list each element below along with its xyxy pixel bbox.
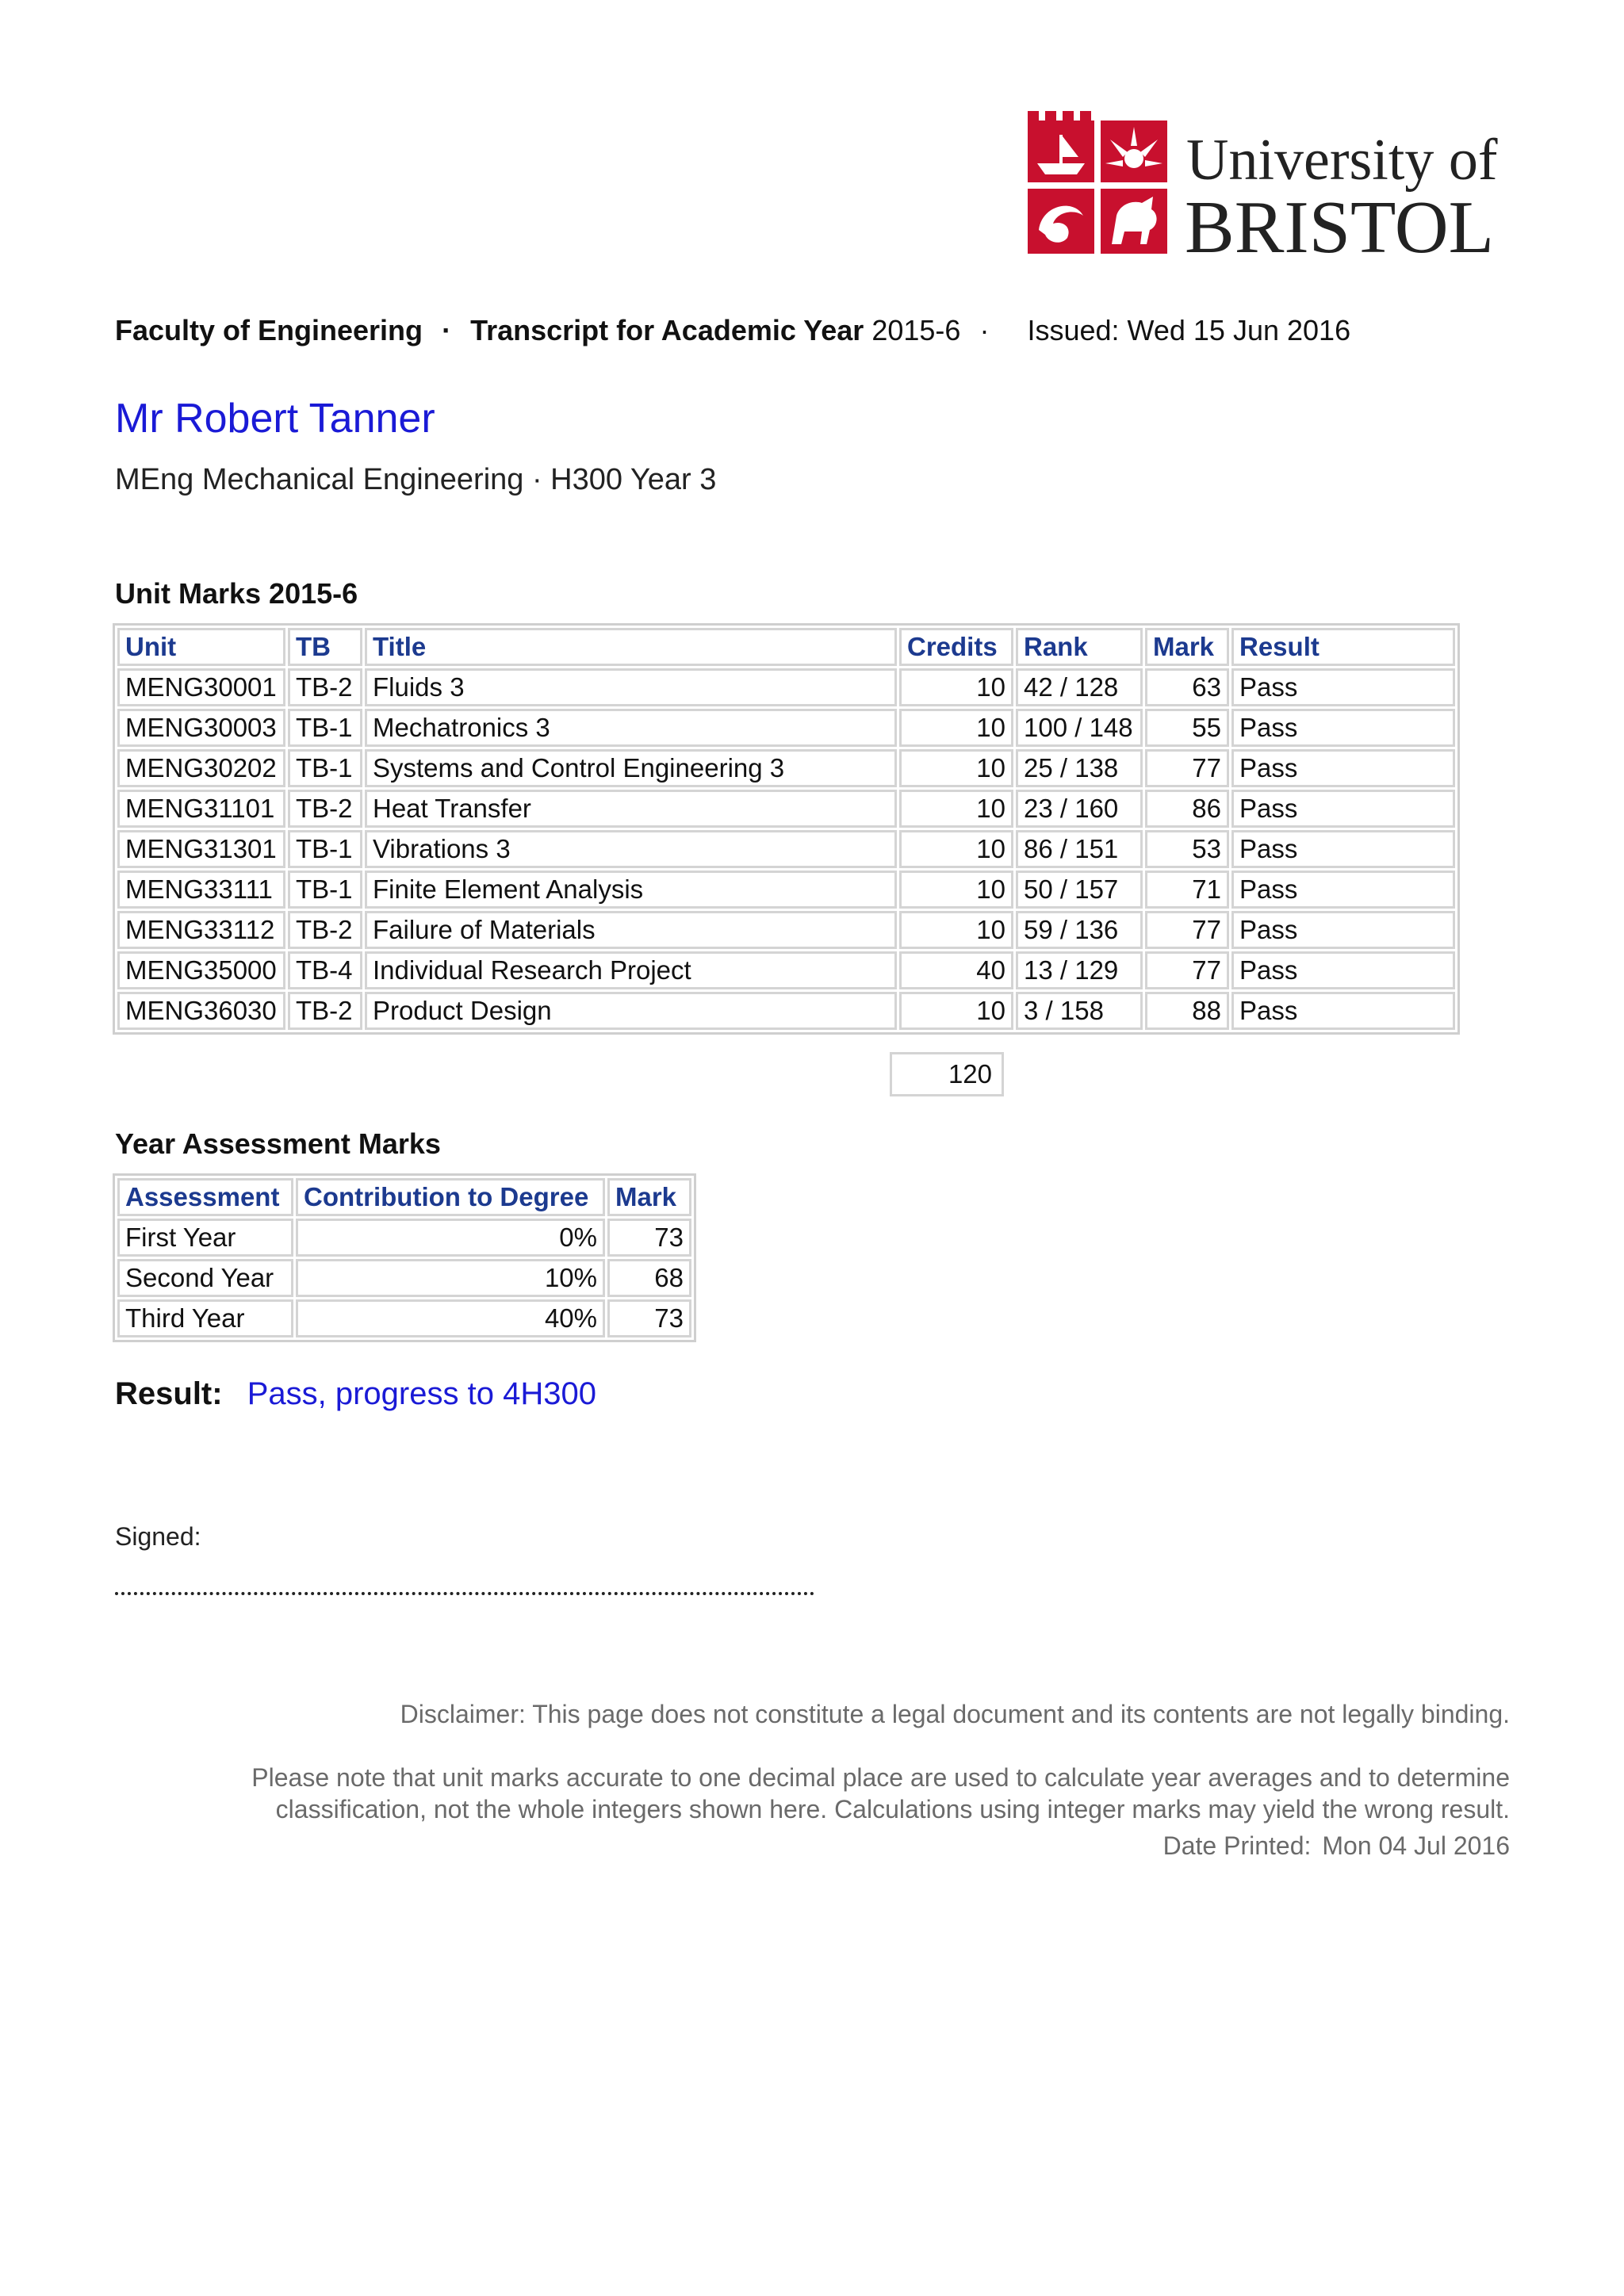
signature-line xyxy=(115,1592,814,1595)
column-header-title: Title xyxy=(365,628,897,666)
unit-result: Pass xyxy=(1231,911,1455,949)
unit-code: MENG30202 xyxy=(117,749,285,787)
unit-code: MENG31101 xyxy=(117,790,285,828)
academic-year: 2015-6 xyxy=(871,314,961,346)
unit-mark: 88 xyxy=(1145,992,1229,1030)
table-row xyxy=(117,911,1455,949)
assessment-contribution: 0% xyxy=(296,1219,605,1257)
teaching-block: TB-1 xyxy=(288,749,362,787)
unit-title: Product Design xyxy=(365,992,897,1030)
teaching-block: TB-2 xyxy=(288,911,362,949)
unit-title: Heat Transfer xyxy=(365,790,897,828)
unit-rank: 25 / 138 xyxy=(1016,749,1143,787)
date-printed xyxy=(1163,1831,1510,1861)
assessment-mark: 73 xyxy=(607,1299,691,1337)
column-header-contribution: Contribution to Degree xyxy=(296,1178,605,1216)
table-row xyxy=(117,871,1455,909)
unit-result: Pass xyxy=(1231,830,1455,868)
table-header-row xyxy=(117,628,1455,666)
year-assessment-table xyxy=(113,1173,696,1342)
unit-rank: 100 / 148 xyxy=(1016,709,1143,747)
column-header-result: Result xyxy=(1231,628,1455,666)
transcript-label: Transcript for Academic Year xyxy=(470,314,864,346)
assessment-year: Second Year xyxy=(117,1259,293,1297)
unit-result: Pass xyxy=(1231,951,1455,989)
teaching-block: TB-2 xyxy=(288,992,362,1030)
column-header-unit: Unit xyxy=(117,628,285,666)
column-header-credits: Credits xyxy=(899,628,1013,666)
unit-rank: 23 / 160 xyxy=(1016,790,1143,828)
unit-credits: 10 xyxy=(899,830,1013,868)
teaching-block: TB-4 xyxy=(288,951,362,989)
signed-label: Signed: xyxy=(115,1522,201,1551)
calculation-note: Please note that unit marks accurate to one decimal place are used to calculate year averages and to determine classification, not the whole integers shown here. Calculations using integer marks may yield the wrong result. xyxy=(251,1763,1510,1823)
unit-rank: 50 / 157 xyxy=(1016,871,1143,909)
table-row xyxy=(117,790,1455,828)
unit-code: MENG33111 xyxy=(117,871,285,909)
disclaimer: Disclaimer: This page does not constitute a legal document and its contents are not legally binding. xyxy=(400,1700,1510,1728)
unit-credits: 10 xyxy=(899,871,1013,909)
unit-title: Individual Research Project xyxy=(365,951,897,989)
unit-credits: 10 xyxy=(899,709,1013,747)
svg-text:University of: University of xyxy=(1186,128,1498,193)
faculty-name: Faculty of Engineering xyxy=(115,314,423,346)
assessment-mark: 73 xyxy=(607,1219,691,1257)
assessment-mark: 68 xyxy=(607,1259,691,1297)
unit-rank: 42 / 128 xyxy=(1016,668,1143,706)
column-header-tb: TB xyxy=(288,628,362,666)
student-name: Mr Robert Tanner xyxy=(115,396,435,442)
date-printed-label: Date Printed: xyxy=(1162,1831,1312,1860)
date-printed-value: Mon 04 Jul 2016 xyxy=(1322,1831,1510,1860)
unit-marks-table xyxy=(113,623,1460,1035)
unit-rank: 59 / 136 xyxy=(1016,911,1143,949)
assessment-year: Third Year xyxy=(117,1299,293,1337)
unit-title: Vibrations 3 xyxy=(365,830,897,868)
unit-title: Mechatronics 3 xyxy=(365,709,897,747)
transcript-header xyxy=(115,314,1350,347)
teaching-block: TB-1 xyxy=(288,709,362,747)
table-row xyxy=(117,709,1455,747)
unit-result: Pass xyxy=(1231,992,1455,1030)
unit-result: Pass xyxy=(1231,709,1455,747)
svg-text:BRISTOL: BRISTOL xyxy=(1185,186,1494,262)
assessment-year: First Year xyxy=(117,1219,293,1257)
unit-result: Pass xyxy=(1231,749,1455,787)
table-header-row xyxy=(117,1178,691,1216)
unit-mark: 77 xyxy=(1145,749,1229,787)
university-crest-icon xyxy=(1026,111,1518,262)
result-line xyxy=(115,1376,596,1412)
unit-code: MENG33112 xyxy=(117,911,285,949)
unit-rank: 3 / 158 xyxy=(1016,992,1143,1030)
table-row xyxy=(117,951,1455,989)
teaching-block: TB-2 xyxy=(288,790,362,828)
column-header-rank: Rank xyxy=(1016,628,1143,666)
unit-mark: 53 xyxy=(1145,830,1229,868)
credits-total: 120 xyxy=(890,1052,1004,1096)
unit-code: MENG30003 xyxy=(117,709,285,747)
unit-credits: 10 xyxy=(899,668,1013,706)
unit-code: MENG35000 xyxy=(117,951,285,989)
unit-credits: 40 xyxy=(899,951,1013,989)
programme: MEng Mechanical Engineering · H300 Year 3 xyxy=(115,463,717,496)
unit-credits: 10 xyxy=(899,992,1013,1030)
table-row xyxy=(117,992,1455,1030)
unit-result: Pass xyxy=(1231,790,1455,828)
table-row xyxy=(117,749,1455,787)
teaching-block: TB-2 xyxy=(288,668,362,706)
unit-marks-title: Unit Marks 2015-6 xyxy=(115,577,358,610)
result-label: Result: xyxy=(115,1376,223,1411)
table-row xyxy=(117,668,1455,706)
unit-mark: 77 xyxy=(1145,911,1229,949)
unit-credits: 10 xyxy=(899,790,1013,828)
teaching-block: TB-1 xyxy=(288,830,362,868)
unit-mark: 63 xyxy=(1145,668,1229,706)
unit-credits: 10 xyxy=(899,749,1013,787)
column-header-mark: Mark xyxy=(1145,628,1229,666)
table-row xyxy=(117,830,1455,868)
unit-code: MENG36030 xyxy=(117,992,285,1030)
issued-date: Issued: Wed 15 Jun 2016 xyxy=(1027,314,1351,346)
assessment-contribution: 40% xyxy=(296,1299,605,1337)
university-logo xyxy=(1026,111,1518,262)
unit-title: Systems and Control Engineering 3 xyxy=(365,749,897,787)
unit-rank: 86 / 151 xyxy=(1016,830,1143,868)
unit-rank: 13 / 129 xyxy=(1016,951,1143,989)
unit-title: Finite Element Analysis xyxy=(365,871,897,909)
unit-result: Pass xyxy=(1231,871,1455,909)
table-row xyxy=(117,1219,691,1257)
header-separator: · xyxy=(442,314,452,346)
assessment-contribution: 10% xyxy=(296,1259,605,1297)
unit-mark: 71 xyxy=(1145,871,1229,909)
teaching-block: TB-1 xyxy=(288,871,362,909)
column-header-assessment: Assessment xyxy=(117,1178,293,1216)
unit-mark: 55 xyxy=(1145,709,1229,747)
year-assessment-title: Year Assessment Marks xyxy=(115,1127,441,1160)
unit-mark: 77 xyxy=(1145,951,1229,989)
unit-title: Fluids 3 xyxy=(365,668,897,706)
unit-result: Pass xyxy=(1231,668,1455,706)
unit-code: MENG30001 xyxy=(117,668,285,706)
unit-credits: 10 xyxy=(899,911,1013,949)
unit-mark: 86 xyxy=(1145,790,1229,828)
unit-code: MENG31301 xyxy=(117,830,285,868)
unit-title: Failure of Materials xyxy=(365,911,897,949)
table-row xyxy=(117,1259,691,1297)
table-row xyxy=(117,1299,691,1337)
header-separator-2: · xyxy=(979,314,990,346)
column-header-mark: Mark xyxy=(607,1178,691,1216)
result-value: Pass, progress to 4H300 xyxy=(247,1376,596,1411)
